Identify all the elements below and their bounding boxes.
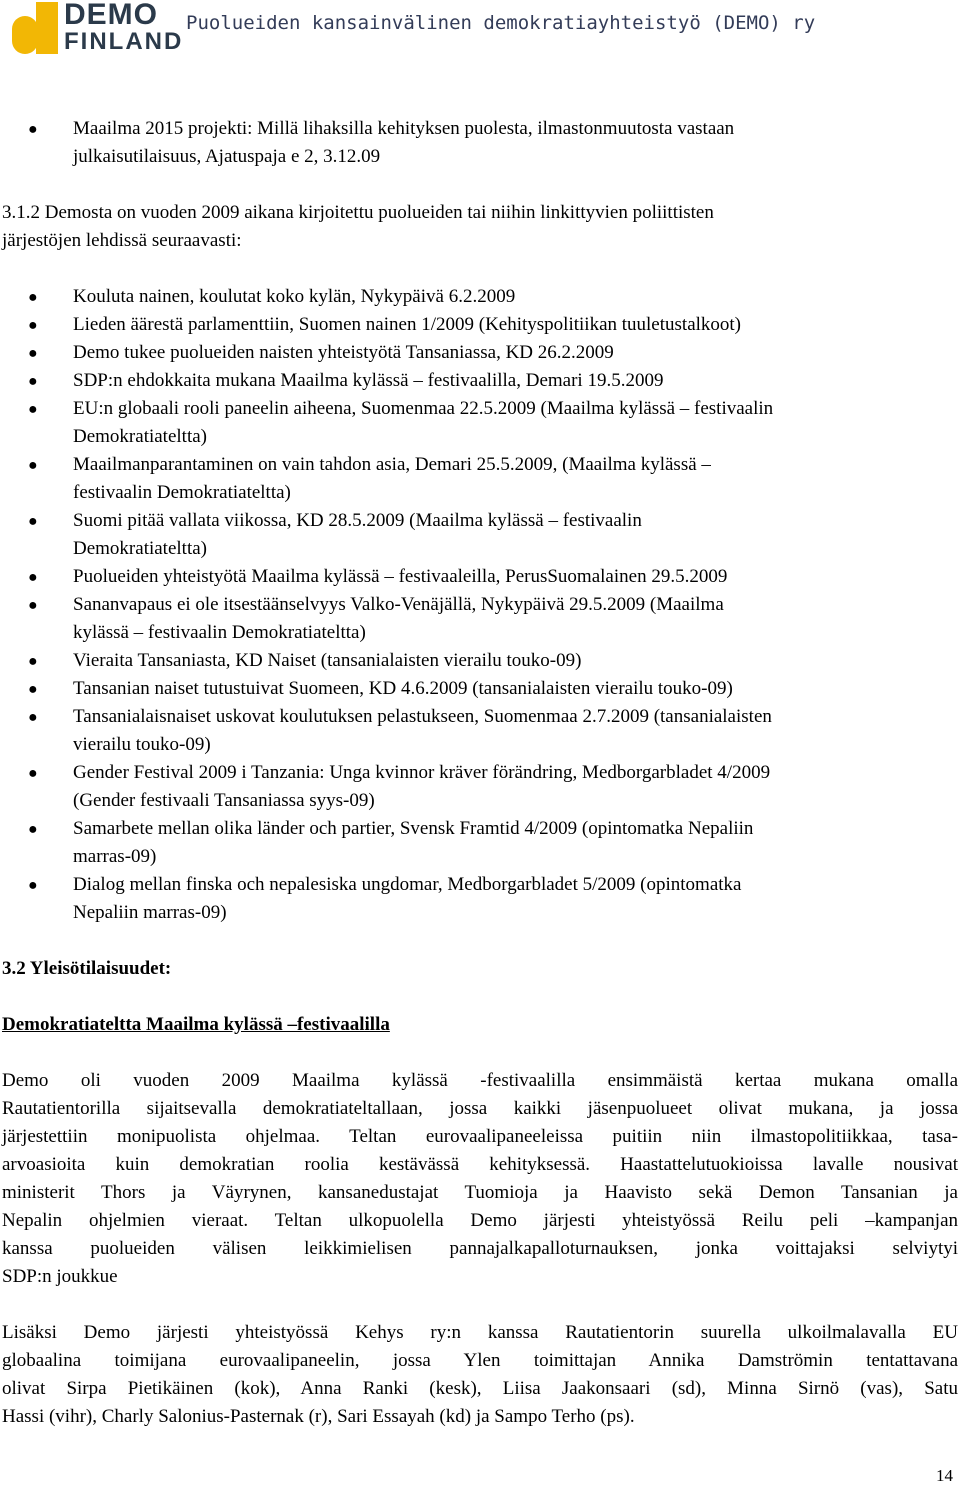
article-item: EU:n globaali rooli paneelin aiheena, Suomenmaa 22.5.2009 (Maailma kylässä – festivaalin	[73, 398, 774, 419]
article-item-continuation: Demokratiateltta)	[73, 426, 207, 447]
paragraph-1-line: Demo oli vuoden 2009 Maailma kylässä -festivaalilla ensimmäistä kertaa mukana omalla	[2, 1070, 958, 1091]
paragraph-1-line: ministerit Thors ja Väyrynen, kansanedustajat Tuomioja ja Haavisto sekä Demon Tansanian ja	[2, 1182, 958, 1203]
article-item: Dialog mellan finska och nepalesiska ungdomar, Medborgarbladet 5/2009 (opintomatka	[73, 874, 742, 895]
bullet-icon: ●	[28, 345, 38, 362]
page-number: 14	[936, 1466, 953, 1485]
article-item-continuation: festivaalin Demokratiateltta)	[73, 482, 291, 503]
paragraph-1-line: järjestettiin monipuolista ohjelmaa. Teltan eurovaalipaneeleissa puitiin niin ilmastopolitiikkaa, tasa-	[2, 1126, 958, 1147]
article-item: Demo tukee puolueiden naisten yhteistyötä Tansaniassa, KD 26.2.2009	[73, 342, 614, 363]
paragraph-2-line: Hassi (vihr), Charly Salonius-Pasternak (r), Sari Essayah (kd) ja Sampo Terho (ps).	[2, 1406, 635, 1427]
article-item: Maailmanparantaminen on vain tahdon asia, Demari 25.5.2009, (Maailma kylässä –	[73, 454, 711, 475]
article-item-continuation: Demokratiateltta)	[73, 538, 207, 559]
article-item: Tansanialaisnaiset uskovat koulutuksen pelastukseen, Suomenmaa 2.7.2009 (tansanialaisten	[73, 706, 772, 727]
article-item: Kouluta nainen, koulutat koko kylän, Nykypäivä 6.2.2009	[73, 286, 516, 307]
section-3-1-2-text-cont: järjestöjen lehdissä seuraavasti:	[2, 230, 242, 251]
paragraph-1-line: Rautatientorilla sijaitsevalla demokratiateltallaan, jossa kaikki jäsenpuolueet olivat mukana, ja jossa	[2, 1098, 958, 1119]
paragraph-1-line: arvoasioita kuin demokratian roolia kestävässä kehityksessä. Haastattelutuokioissa lavalle nousivat	[2, 1154, 958, 1175]
logo-finland-text: FINLAND	[64, 28, 184, 55]
article-item: Samarbete mellan olika länder och partier, Svensk Framtid 4/2009 (opintomatka Nepaliin	[73, 818, 754, 839]
paragraph-1-line: SDP:n joukkue	[2, 1266, 118, 1287]
bullet-icon: ●	[28, 709, 38, 726]
article-item-continuation: Nepaliin marras-09)	[73, 902, 227, 923]
paragraph-1-line: Nepalin ohjelmien vieraat. Teltan ulkopuolella Demo järjesti yhteistyössä Reilu peli –kampanjan	[2, 1210, 958, 1231]
bullet-icon: ●	[28, 877, 38, 894]
bullet-icon: ●	[28, 401, 38, 418]
article-item: Puolueiden yhteistyötä Maailma kylässä – festivaaleilla, PerusSuomalainen 29.5.2009	[73, 566, 728, 587]
logo-demo-text: DEMO	[64, 0, 158, 31]
bullet-icon: ●	[28, 597, 38, 614]
paragraph-2-line: Lisäksi Demo järjesti yhteistyössä Kehys ry:n kanssa Rautatientorin suurella ulkoilmalavalla EU	[2, 1322, 958, 1343]
subheading: Demokratiateltta Maailma kylässä –festivaalilla	[2, 1014, 390, 1035]
list-item: Maailma 2015 projekti: Millä lihaksilla kehityksen puolesta, ilmastonmuutosta vastaan	[73, 118, 735, 139]
bullet-icon: ●	[28, 513, 38, 530]
bullet-icon: ●	[28, 457, 38, 474]
article-item-continuation: vierailu touko-09)	[73, 734, 211, 755]
article-item-continuation: kylässä – festivaalin Demokratiateltta)	[73, 622, 366, 643]
bullet-icon: ●	[28, 289, 38, 306]
article-item-continuation: (Gender festivaali Tansaniassa syys-09)	[73, 790, 375, 811]
header-title: Puolueiden kansainvälinen demokratiayhteistyö (DEMO) ry	[186, 12, 816, 34]
demo-finland-logo	[12, 0, 184, 55]
list-item-continuation: julkaisutilaisuus, Ajatuspaja e 2, 3.12.09	[73, 146, 381, 167]
article-item: Tansanian naiset tutustuivat Suomeen, KD 4.6.2009 (tansanialaisten vierailu touko-09)	[73, 678, 733, 699]
article-item: Sananvapaus ei ole itsestäänselvyys Valko-Venäjällä, Nykypäivä 29.5.2009 (Maailma	[73, 594, 724, 615]
article-item: Vieraita Tansaniasta, KD Naiset (tansanialaisten vierailu touko-09)	[73, 650, 582, 671]
paragraph-2-line: globaalina toimijana eurovaalipaneelin, jossa Ylen toimittajan Annika Damströmin tentattavana	[2, 1350, 958, 1371]
bullet-icon: ●	[28, 317, 38, 334]
paragraph-1-line: kanssa puolueiden välisen leikkimielisen pannajalkapalloturnauksen, jonka voittajaksi selviytyi	[2, 1238, 958, 1259]
bullet-icon: ●	[28, 373, 38, 390]
bullet-icon: ●	[28, 681, 38, 698]
bullet-icon: ●	[28, 821, 38, 838]
article-item: Lieden äärestä parlamenttiin, Suomen nainen 1/2009 (Kehityspolitiikan tuuletustalkoot)	[73, 314, 742, 335]
page-header	[0, 0, 960, 62]
logo-mark-icon	[12, 2, 60, 54]
article-item-continuation: marras-09)	[73, 846, 157, 867]
section-3-2-heading: 3.2 Yleisötilaisuudet:	[2, 958, 172, 979]
section-3-1-2-text: 3.1.2 Demosta on vuoden 2009 aikana kirjoitettu puolueiden tai niihin linkittyvien poliittisten	[2, 202, 714, 223]
paragraph-2-line: olivat Sirpa Pietikäinen (kok), Anna Ranki (kesk), Liisa Jaakonsaari (sd), Minna Sirnö (vas), Satu	[2, 1378, 958, 1399]
bullet-icon: ●	[28, 121, 38, 138]
bullet-icon: ●	[28, 653, 38, 670]
article-item: Gender Festival 2009 i Tanzania: Unga kvinnor kräver förändring, Medborgarbladet 4/2009	[73, 762, 771, 783]
bullet-icon: ●	[28, 569, 38, 586]
bullet-icon: ●	[28, 765, 38, 782]
article-item: SDP:n ehdokkaita mukana Maailma kylässä – festivaalilla, Demari 19.5.2009	[73, 370, 664, 391]
article-item: Suomi pitää vallata viikossa, KD 28.5.2009 (Maailma kylässä – festivaalin	[73, 510, 642, 531]
